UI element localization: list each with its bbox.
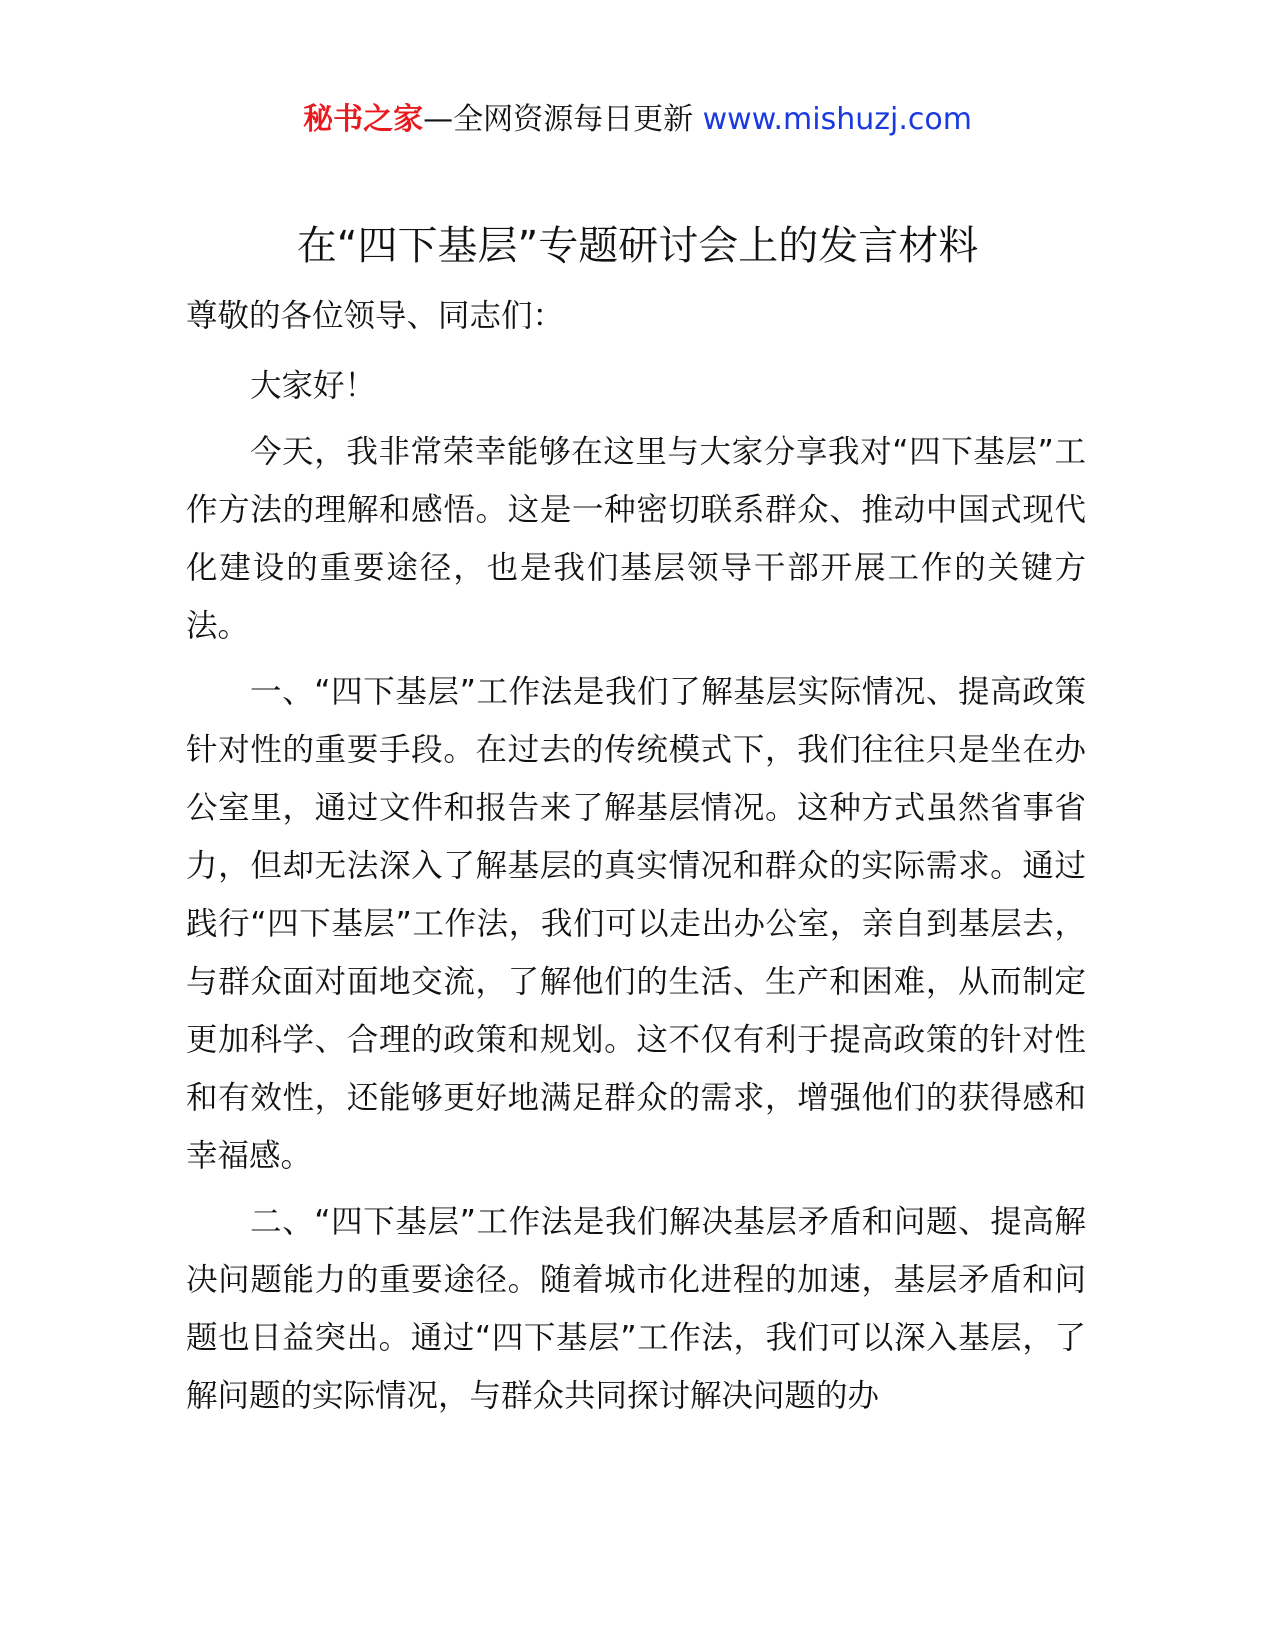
site-url-link[interactable]: www.mishuzj.com — [702, 102, 972, 137]
site-brand: 秘书之家 — [303, 102, 424, 137]
body-paragraph-point-two: 二、“四下基层”工作法是我们解决基层矛盾和问题、提高解决问题能力的重要途径。随着城市化进程的加速，基层矛盾和问题也日益突出。通过“四下基层”工作法，我们可以深入基层，了解问题的实际情况，与群众共同探讨解决问题的办 — [186, 1204, 1086, 1414]
document-title: 在“四下基层”专题研讨会上的发言材料 — [296, 223, 979, 269]
document-body — [186, 287, 1086, 1425]
salutation: 尊敬的各位领导、同志们： — [186, 298, 565, 334]
site-tagline: —全网资源每日更新 — [423, 102, 703, 137]
greeting: 大家好！ — [250, 368, 377, 404]
body-paragraph-point-one: 一、“四下基层”工作法是我们了解基层实际情况、提高政策针对性的重要手段。在过去的传统模式下，我们往往只是坐在办公室里，通过文件和报告来了解基层情况。这种方式虽然省事省力，但却无法深入了解基层的真实情况和群众的实际需求。通过践行“四下基层”工作法，我们可以走出办公室，亲自到基层去，与群众面对面地交流，了解他们的生活、生产和困难，从而制定更加科学、合理的政策和规划。这不仅有利于提高政策的针对性和有效性，还能够更好地满足群众的需求，增强他们的获得感和幸福感。 — [186, 674, 1086, 1174]
site-header — [0, 98, 1275, 142]
body-paragraph-intro: 今天，我非常荣幸能够在这里与大家分享我对“四下基层”工作方法的理解和感悟。这是一种密切联系群众、推动中国式现代化建设的重要途径，也是我们基层领导干部开展工作的关键方法。 — [186, 434, 1086, 644]
